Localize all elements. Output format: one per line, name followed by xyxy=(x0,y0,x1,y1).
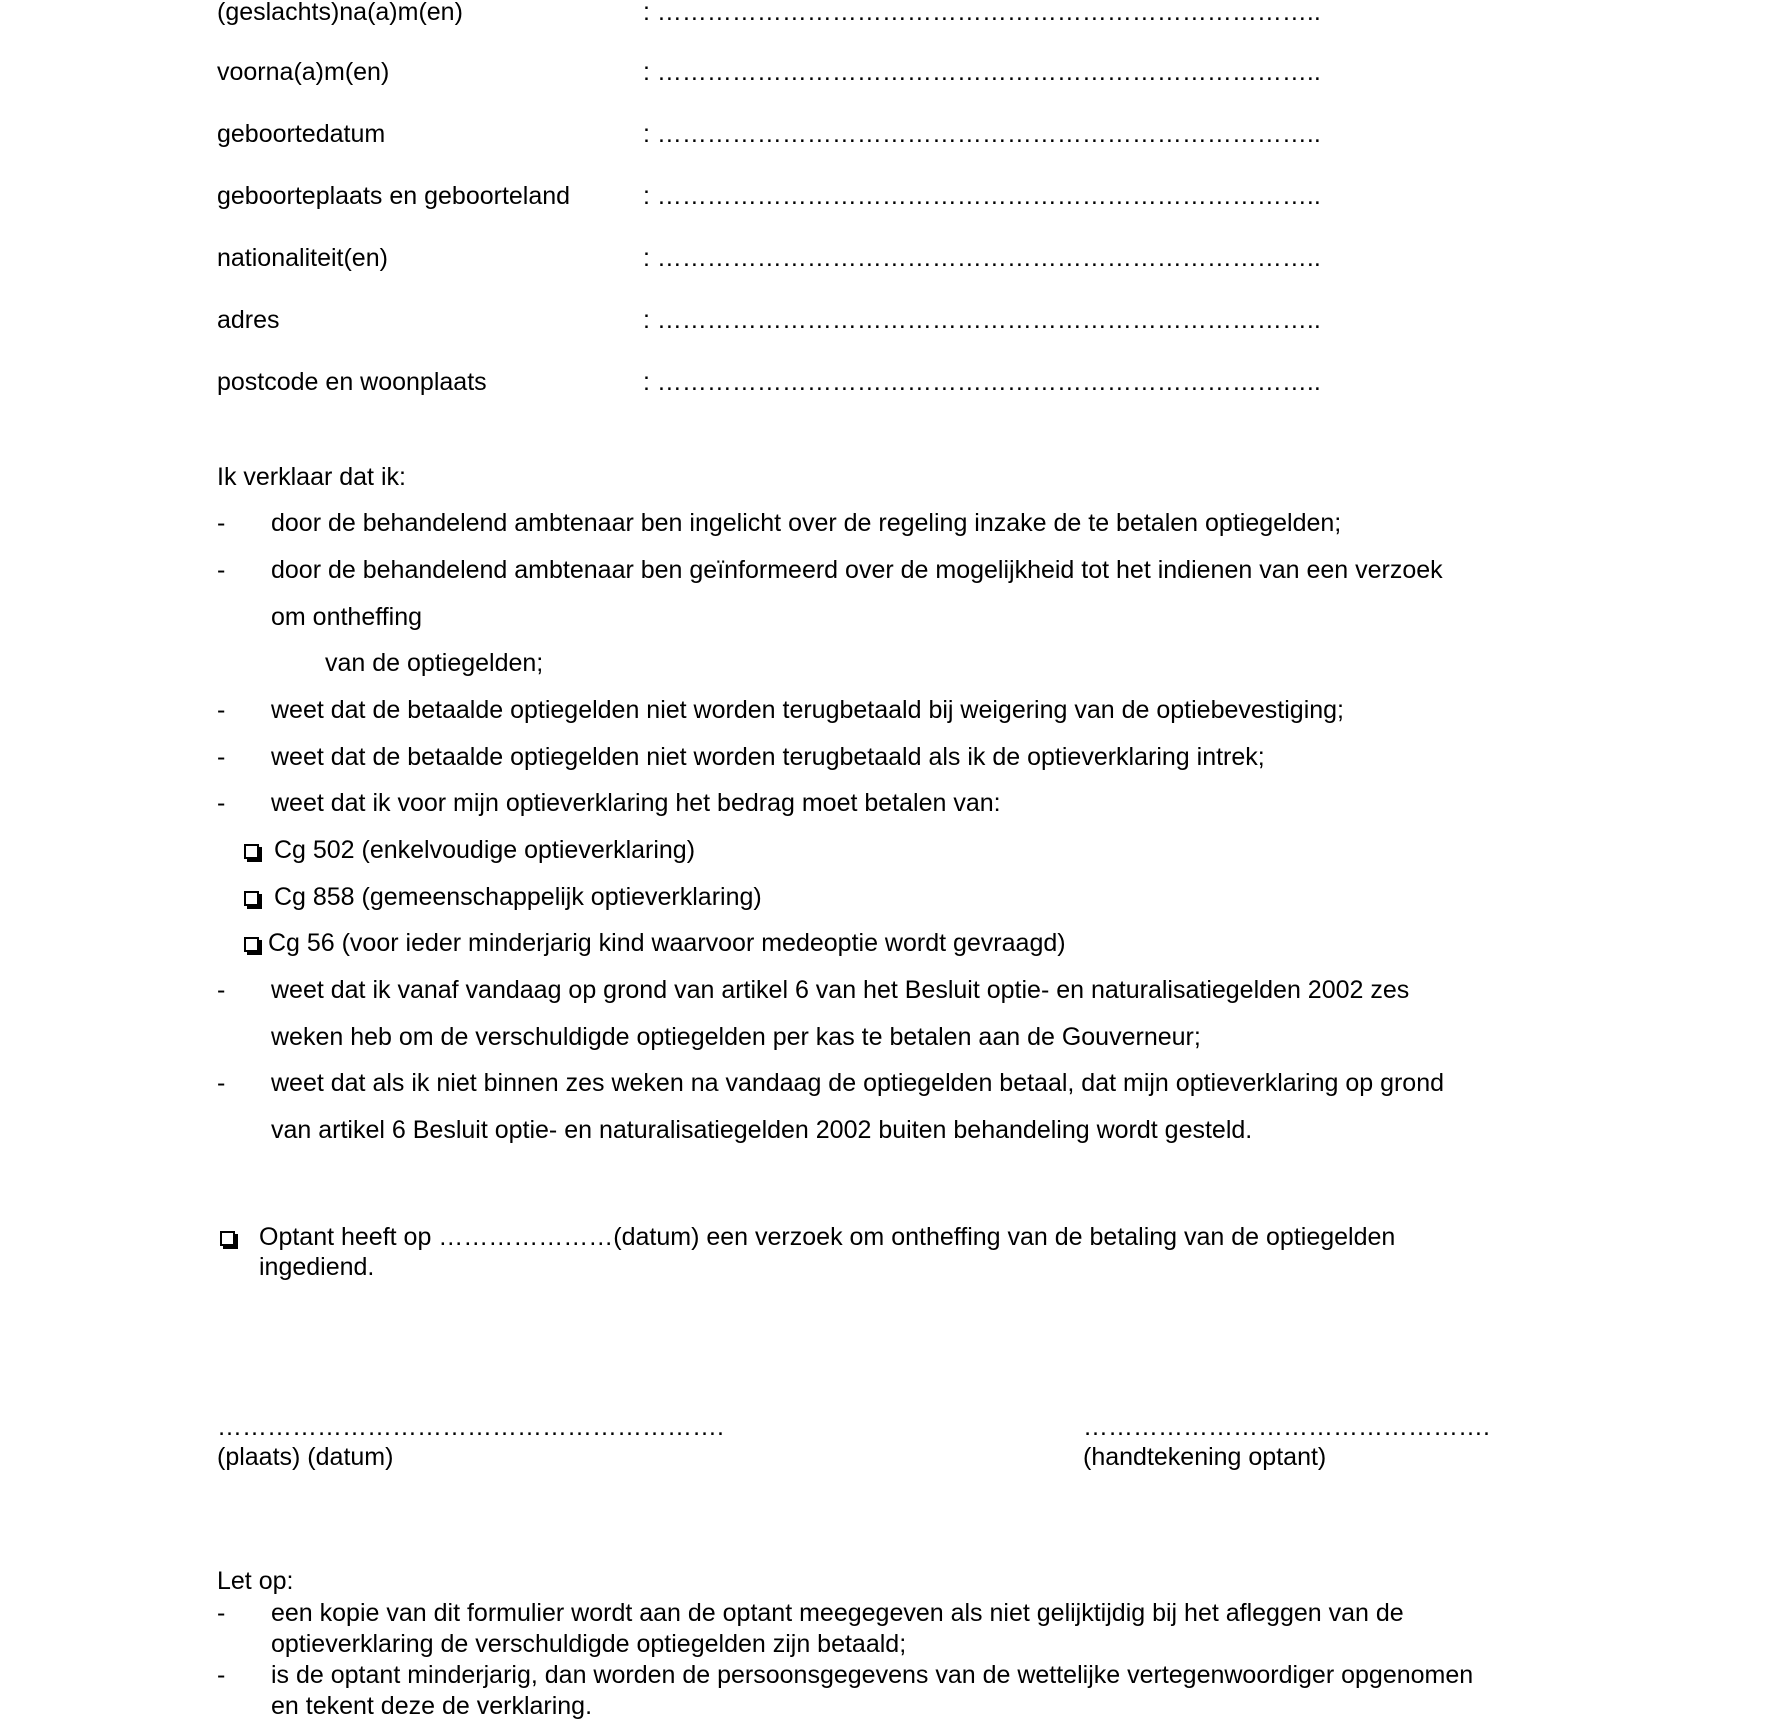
option-cg502[interactable] xyxy=(244,836,695,865)
field-label-firstnames: voorna(a)m(en) xyxy=(217,58,390,86)
dash-marker: - xyxy=(217,556,226,584)
exemption-text-line1: Optant heeft op …………………(datum) een verzoek om ontheffing van de betaling van de optiegelden xyxy=(259,1223,1396,1251)
dash-marker: - xyxy=(217,1599,226,1627)
option-label: Cg 502 (enkelvoudige optieverklaring) xyxy=(273,836,696,864)
declaration-item: door de behandelend ambtenaar ben geïnformeerd over de mogelijkheid tot het indienen van een verzoek xyxy=(271,556,1443,584)
dash-marker: - xyxy=(217,696,226,724)
place-date-label: (plaats) (datum) xyxy=(217,1443,394,1471)
declaration-item-continuation: om ontheffing xyxy=(271,603,423,631)
note-item-line: een kopie van dit formulier wordt aan de optant meegegeven als niet gelijktijdig bij het afleggen van de xyxy=(271,1599,1404,1627)
checkbox-icon[interactable] xyxy=(244,844,259,859)
dash-marker: - xyxy=(217,1069,226,1097)
option-label: Cg 858 (gemeenschappelijk optieverklaring) xyxy=(273,883,762,911)
note-item-line: optieverklaring de verschuldigde optiegelden zijn betaald; xyxy=(271,1630,907,1658)
field-label-surname: (geslachts)na(a)m(en) xyxy=(217,0,463,26)
declaration-item: weet dat de betaalde optiegelden niet worden terugbetaald bij weigering van de optiebevestiging; xyxy=(271,696,1344,724)
field-label-address: adres xyxy=(217,306,280,334)
exemption-text-line2: ingediend. xyxy=(259,1253,375,1281)
signature-line[interactable]: …………………………………………. xyxy=(1083,1413,1490,1441)
declaration-item: weet dat als ik niet binnen zes weken na vandaag de optiegelden betaal, dat mijn optieverklaring op grond xyxy=(271,1069,1445,1097)
field-label-birthdate: geboortedatum xyxy=(217,120,386,148)
dash-marker: - xyxy=(217,509,226,537)
signature-label: (handtekening optant) xyxy=(1083,1443,1327,1471)
field-label-birthplace: geboorteplaats en geboorteland xyxy=(217,182,571,210)
declaration-item: weet dat ik vanaf vandaag op grond van artikel 6 van het Besluit optie- en naturalisatiegelden 2002 zes xyxy=(271,976,1410,1004)
field-value-birthdate[interactable]: : …………………………………………………………………….. xyxy=(643,120,1321,148)
field-label-nationality: nationaliteit(en) xyxy=(217,244,388,272)
declaration-item: door de behandelend ambtenaar ben ingelicht over de regeling inzake de te betalen optiegelden; xyxy=(271,509,1342,537)
option-cg858[interactable] xyxy=(244,883,762,912)
field-value-postcode-city[interactable]: : …………………………………………………………………….. xyxy=(643,368,1321,396)
checkbox-icon[interactable] xyxy=(244,891,259,906)
dash-marker: - xyxy=(217,743,226,771)
field-value-birthplace[interactable]: : …………………………………………………………………….. xyxy=(643,182,1321,210)
field-value-nationality[interactable]: : …………………………………………………………………….. xyxy=(643,244,1321,272)
field-value-surname[interactable]: : …………………………………………………………………….. xyxy=(643,0,1321,26)
declaration-item-continuation: van de optiegelden; xyxy=(325,649,544,677)
dash-marker: - xyxy=(217,1661,226,1689)
declaration-item-continuation: weken heb om de verschuldigde optiegelden per kas te betalen aan de Gouverneur; xyxy=(271,1023,1201,1051)
dash-marker: - xyxy=(217,976,226,1004)
checkbox-icon[interactable] xyxy=(220,1231,235,1246)
place-date-line[interactable]: ……………………………………………………. xyxy=(217,1413,724,1441)
note-item-line: is de optant minderjarig, dan worden de persoonsgegevens van de wettelijke vertegenwoordiger opgenomen xyxy=(271,1661,1474,1689)
declaration-item: weet dat ik voor mijn optieverklaring het bedrag moet betalen van: xyxy=(271,789,1001,817)
option-cg56[interactable] xyxy=(244,929,1066,958)
option-label: Cg 56 (voor ieder minderjarig kind waarvoor medeoptie wordt gevraagd) xyxy=(267,929,1066,957)
field-value-address[interactable]: : …………………………………………………………………….. xyxy=(643,306,1321,334)
declaration-intro: Ik verklaar dat ik: xyxy=(217,463,406,491)
checkbox-icon[interactable] xyxy=(244,937,259,952)
note-item-line: en tekent deze de verklaring. xyxy=(271,1692,593,1720)
declaration-item-continuation: van artikel 6 Besluit optie- en naturalisatiegelden 2002 buiten behandeling wordt gesteld. xyxy=(271,1116,1253,1144)
field-label-postcode-city: postcode en woonplaats xyxy=(217,368,487,396)
dash-marker: - xyxy=(217,789,226,817)
note-title: Let op: xyxy=(217,1567,294,1595)
declaration-item: weet dat de betaalde optiegelden niet worden terugbetaald als ik de optieverklaring intrek; xyxy=(271,743,1265,771)
field-value-firstnames[interactable]: : …………………………………………………………………….. xyxy=(643,58,1321,86)
